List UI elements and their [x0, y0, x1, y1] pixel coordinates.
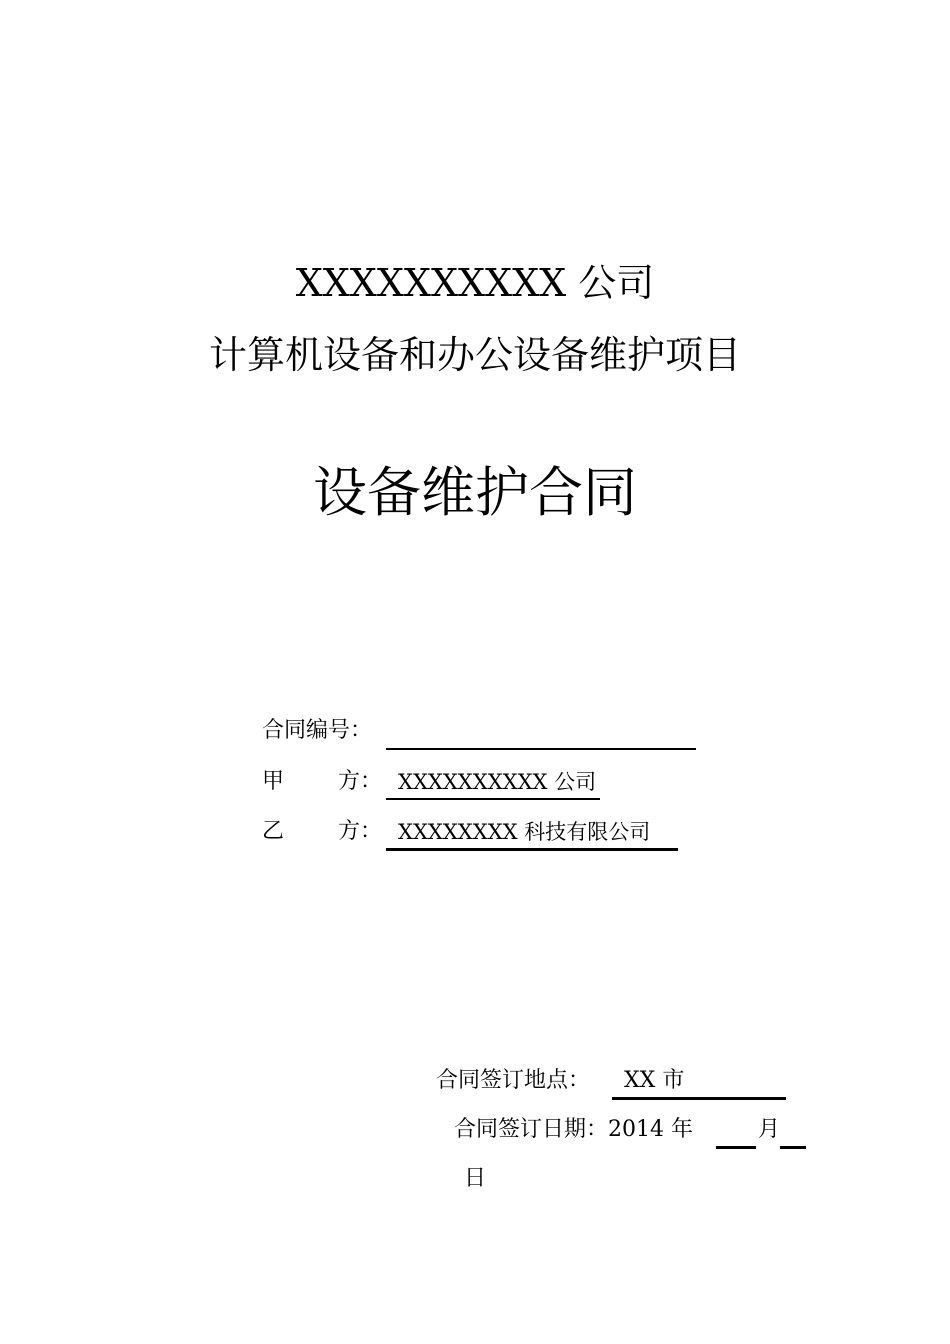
party-b-label-second: 方：	[338, 819, 383, 844]
party-a-label-first: 甲	[262, 769, 285, 794]
signing-day-underline	[780, 1146, 806, 1149]
party-a-underline	[386, 798, 600, 800]
party-a-label-second: 方：	[338, 769, 383, 794]
document-title: 设备维护合同	[313, 461, 637, 524]
project-title: 计算机设备和办公设备维护项目	[208, 333, 741, 377]
signing-month-unit: 月	[758, 1117, 781, 1142]
contract-number-label: 合同编号：	[262, 718, 373, 743]
signing-place-underline	[612, 1097, 786, 1100]
party-b-value: XXXXXXXX 科技有限公司	[398, 820, 651, 844]
signing-month-underline	[716, 1146, 756, 1149]
signing-day-unit: 日	[464, 1166, 487, 1191]
signing-place-label: 合同签订地点：	[436, 1068, 591, 1093]
contract-number-underline	[386, 748, 696, 750]
signing-date-label: 合同签订日期：2014 年	[454, 1117, 693, 1142]
signing-place-value: XX 市	[624, 1068, 685, 1093]
party-b-underline	[386, 848, 678, 851]
company-title: XXXXXXXXXX 公司	[295, 261, 655, 305]
party-a-value: XXXXXXXXXX 公司	[398, 770, 597, 794]
party-b-label-first: 乙	[262, 819, 285, 844]
